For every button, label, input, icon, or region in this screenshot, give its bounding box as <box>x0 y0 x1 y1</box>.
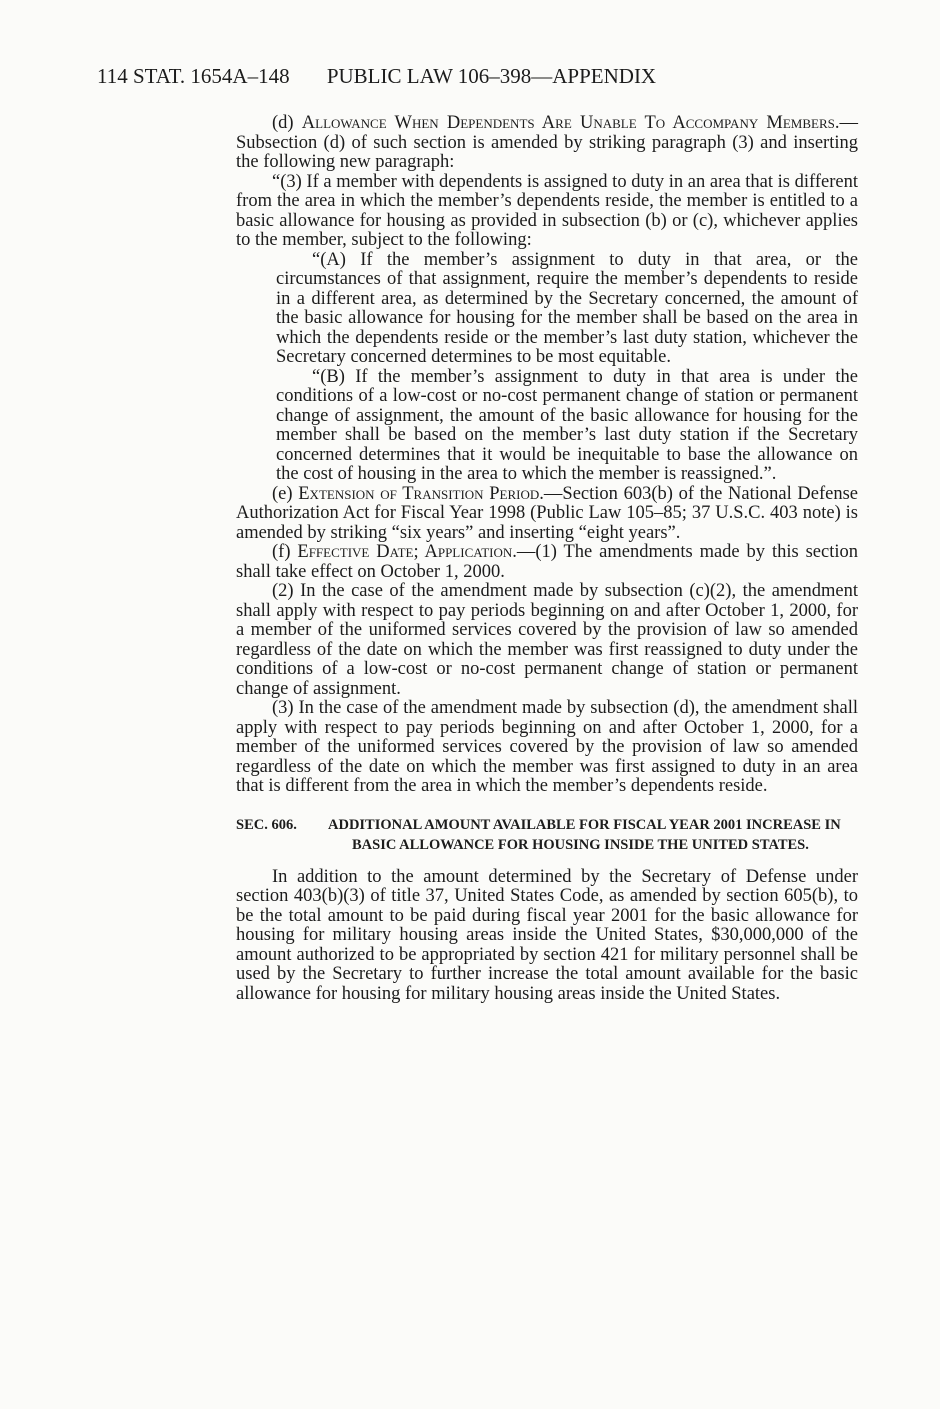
page-header <box>97 64 857 89</box>
section-606-heading <box>236 815 858 855</box>
subsection-e-text: —Section 603(b) of the National Defense Authorization Act for Fiscal Year 1998 (Public Law 105–85; 37 U.S.C. 403 note) is amended by striking “six years” and inserting “eight years”. <box>236 483 859 543</box>
paragraph-f2: (2) In the case of the amendment made by subsection (c)(2), the amendment shall apply with respect to pay periods beginning on and after October 1, 2000, for a member of the uniformed services covered by the provision of law so amended regardless of the date on which the member was first reassigned to duty under the conditions of a low-cost or no-cost permanent change of station or permanent change of assignment. <box>236 581 858 699</box>
subsection-e-heading: Extension of Transition Period. <box>298 483 544 504</box>
subsection-e <box>236 485 858 544</box>
subparagraph-b: “(B) If the member’s assignment to duty in that area is under the conditions of a low-cost or no-cost permanent change of station or permanent change of assignment, the amount of the basic allowance for housing for the member shall be based on the member’s last duty station if the Secretary concerned determines that it would be inequitable to base the allowance on the cost of housing in the area to which the member is reassigned.”. <box>276 366 858 484</box>
section-number: SEC. 606. <box>236 816 297 833</box>
subsection-e-label: (e) <box>272 483 293 504</box>
subsection-f-text: —(1) The amendments made by this section shall take effect on October 1, 2000. <box>236 542 858 582</box>
subsection-d <box>236 114 858 173</box>
subsection-f-heading: Effective Date; Application. <box>297 542 517 562</box>
paragraph-3: “(3) If a member with dependents is assigned to duty in an area that is different from the area in which the member’s dependents reside, the member is entitled to a basic allowance for housing as provided in subsection (b) or (c), whichever applies to the member, subject to the following: <box>236 171 858 250</box>
page-reference: 114 STAT. 1654A–148 <box>97 64 290 88</box>
page-body <box>236 114 858 1004</box>
subsection-f <box>236 543 858 582</box>
section-title: ADDITIONAL AMOUNT AVAILABLE FOR FISCAL YEAR 2001 INCREASE IN BASIC ALLOWANCE FOR HOUSING INSIDE THE UNITED STATES. <box>328 816 841 853</box>
subparagraph-a: “(A) If the member’s assignment to duty in that area, or the circumstances of that assignment, require the member’s dependents to reside in a different area, as determined by the Secretary concerned, the amount of the basic allowance for housing for the member shall be based on the area in which the dependents reside or the member’s last duty station, whichever the Secretary concerned determines to be most equitable. <box>276 249 858 367</box>
subsection-d-label: (d) <box>272 113 294 133</box>
paragraph-f3: (3) In the case of the amendment made by subsection (d), the amendment shall apply with respect to pay periods beginning on and after October 1, 2000, for a member of the uniformed services covered by the provision of law so amended regardless of the date on which the member was first assigned to duty in an area that is different from the area in which the member’s dependents reside. <box>236 698 858 796</box>
subsection-d-heading: Allowance When Dependents Are Unable To Accompany Members. <box>301 113 840 133</box>
section-606-text: In addition to the amount determined by the Secretary of Defense under section 403(b)(3) of title 37, United States Code, as amended by section 605(b), to be the total amount to be paid during fiscal year 2001 for the basic allowance for housing for military housing areas inside the United States, $30,000,000 of the amount authorized to be appropriated by section 421 for military personnel shall be used by the Secretary to further increase the total amount available for the basic allowance for housing for military housing areas inside the United States. <box>236 866 858 1004</box>
subsection-f-label: (f) <box>272 542 291 562</box>
subsection-d-text: —Subsection (d) of such section is amended by striking paragraph (3) and inserting the following new paragraph: <box>236 113 858 172</box>
running-title: PUBLIC LAW 106–398—APPENDIX <box>326 64 657 88</box>
